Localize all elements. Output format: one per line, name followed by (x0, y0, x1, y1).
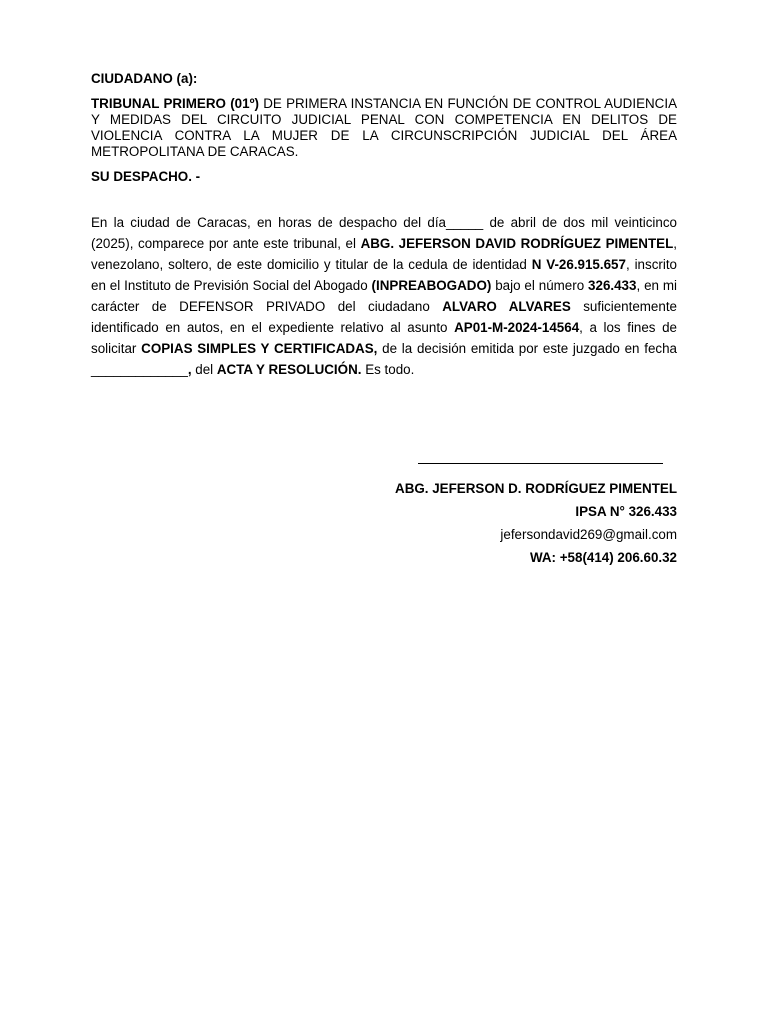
inpreabogado-label: (INPREABOGADO) (371, 278, 492, 293)
signer-email: jefersondavid269@gmail.com (500, 527, 677, 542)
lawyer-name: ABG. JEFERSON DAVID RODRÍGUEZ PIMENTEL (360, 236, 674, 251)
body-text-2: , venezolano, soltero, de este domicilio y titular de la cedula de identidad (91, 236, 678, 272)
signer-name: ABG. JEFERSON D. RODRÍGUEZ PIMENTEL (395, 481, 677, 496)
body-text-4: bajo el número (491, 278, 589, 293)
signature-line (418, 463, 663, 464)
body-text-3: , inscrito en el Instituto de Previsión Social del Abogado (91, 257, 677, 293)
body-text-8: de la decisión emitida por este juzgado en fecha _____________ (91, 341, 677, 377)
case-number: AP01-M-2024-14564 (454, 320, 580, 335)
addressee-heading: CIUDADANO (a): (91, 71, 198, 86)
court-description: DE PRIMERA INSTANCIA EN FUNCIÓN DE CONTROL AUDIENCIA Y MEDIDAS DEL CIRCUITO JUDICIAL PENAL CON COMPETENCIA EN DELITOS DE VIOLENCIA CONTRA LA MUJER DE LA CIRCUNSCRIPCIÓN JUDICIAL DEL ÁREA METROPOLITANA DE CARACAS. (91, 96, 678, 159)
body-text-6: suficientemente identificado en autos, en el expediente relativo al asunto (91, 299, 677, 335)
signer-whatsapp: WA: +58(414) 206.60.32 (529, 550, 677, 565)
id-number: N V-26.915.657 (531, 257, 626, 272)
court-paragraph (91, 96, 677, 160)
bar-number: 326.433 (588, 278, 637, 293)
document-type: ACTA Y RESOLUCIÓN. (216, 362, 362, 377)
request-type: COPIAS SIMPLES Y CERTIFICADAS, (141, 341, 378, 356)
court-name: TRIBUNAL PRIMERO (01º) (91, 96, 259, 111)
body-text-10: Es todo. (361, 362, 415, 377)
request-paragraph (91, 212, 677, 380)
document-page (91, 70, 677, 380)
body-text-9: del (191, 362, 217, 377)
body-text-5: , en mi carácter de DEFENSOR PRIVADO del ciudadano (91, 278, 677, 314)
dispatch-heading: SU DESPACHO. - (91, 169, 201, 184)
signer-ipsa: IPSA N° 326.433 (575, 504, 677, 519)
body-text-1: En la ciudad de Caracas, en horas de despacho del día_____ de abril de dos mil veinticinco (2025), comparece por ante este tribunal, el (91, 215, 677, 251)
body-comma: , (187, 362, 192, 377)
client-name: ALVARO ALVARES (442, 299, 571, 314)
body-text-7: , a los fines de solicitar (91, 320, 677, 356)
signature-block (91, 462, 677, 569)
